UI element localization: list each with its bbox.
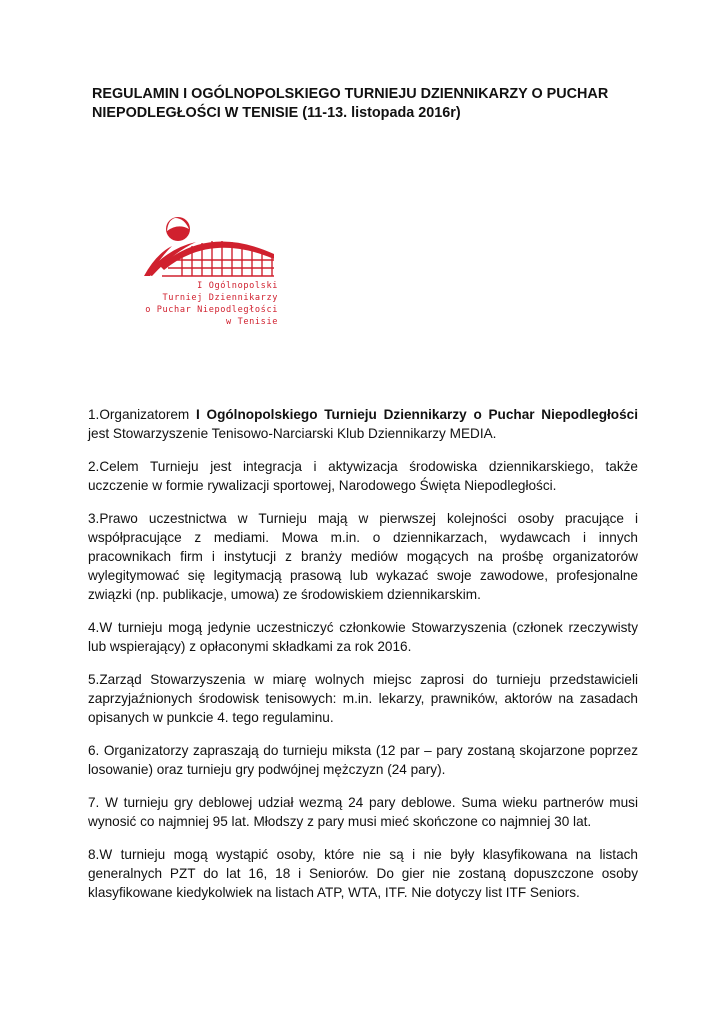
logo-caption (130, 280, 278, 328)
logo-line: w Tenisie (226, 317, 278, 327)
logo-line: Turniej Dziennikarzy (162, 293, 278, 303)
paragraph-5: 5.Zarząd Stowarzyszenia w miarę wolnych miejsc zaprosi do turnieju przedstawicieli zaprzyjaźnionych środowisk tenisowych: m.in. lekarzy, prawników, aktorów na zasadach opisanych w punkcie 4. tego regulaminu. (88, 672, 638, 725)
regulation-body (88, 405, 638, 916)
paragraph-6: 6. Organizatorzy zapraszają do turnieju miksta (12 par – pary zostaną skojarzone poprzez losowanie) oraz turnieju gry podwójnej mężczyzn (24 pary). (88, 743, 638, 777)
paragraph-1: 1.Organizatorem I Ogólnopolskiego Turnieju Dziennikarzy o Puchar Niepodległości jest Stowarzyszenie Tenisowo-Narciarski Klub Dziennikarzy MEDIA. (88, 407, 638, 441)
document-title: REGULAMIN I OGÓLNOPOLSKIEGO TURNIEJU DZIENNIKARZY O PUCHAR NIEPODLEGŁOŚCI W TENISIE (11-13. listopada 2016r) (92, 86, 609, 121)
paragraph-7: 7. W turnieju gry deblowej udział wezmą 24 pary deblowe. Suma wieku partnerów musi wynosić co najmniej 95 lat. Młodszy z pary musi mieć skończone co najmniej 30 lat. (88, 795, 638, 829)
logo-line: o Puchar Niepodległości (145, 305, 278, 315)
paragraph-3: 3.Prawo uczestnictwa w Turnieju mają w pierwszej kolejności osoby pracujące i współpracujące z mediami. Mowa m.in. o dziennikarzach, wydawcach i innych pracownikach firm i instytucji z branży mediów mogących na prośbę organizatorów wylegitymować się legitymacją prasową lub wykazać swoje zawodowe, profesjonalne związki (np. publikacje, umowa) ze środowiskiem dziennikarskim. (88, 511, 638, 602)
paragraph-2: 2.Celem Turnieju jest integracja i aktywizacja środowiska dziennikarskiego, także uczczenie w formie rywalizacji sportowej, Narodowego Święta Niepodległości. (88, 459, 638, 493)
logo-arch (160, 242, 274, 271)
logo-line: I Ogólnopolski (197, 281, 278, 291)
paragraph-8: 8.W turnieju mogą wystąpić osoby, które nie są i nie były klasyfikowana na listach generalnych PZT do lat 16, 18 i Seniorów. Do gier nie zostaną dopuszczone osoby klasyfikowane kiedykolwiek na listach ATP, WTA, ITF. Nie dotyczy list ITF Seniors. (88, 847, 638, 900)
paragraph-4: 4.W turnieju mogą jedynie uczestniczyć członkowie Stowarzyszenia (członek rzeczywisty lub wspierający) z opłaconymi składkami za rok 2016. (88, 620, 638, 654)
